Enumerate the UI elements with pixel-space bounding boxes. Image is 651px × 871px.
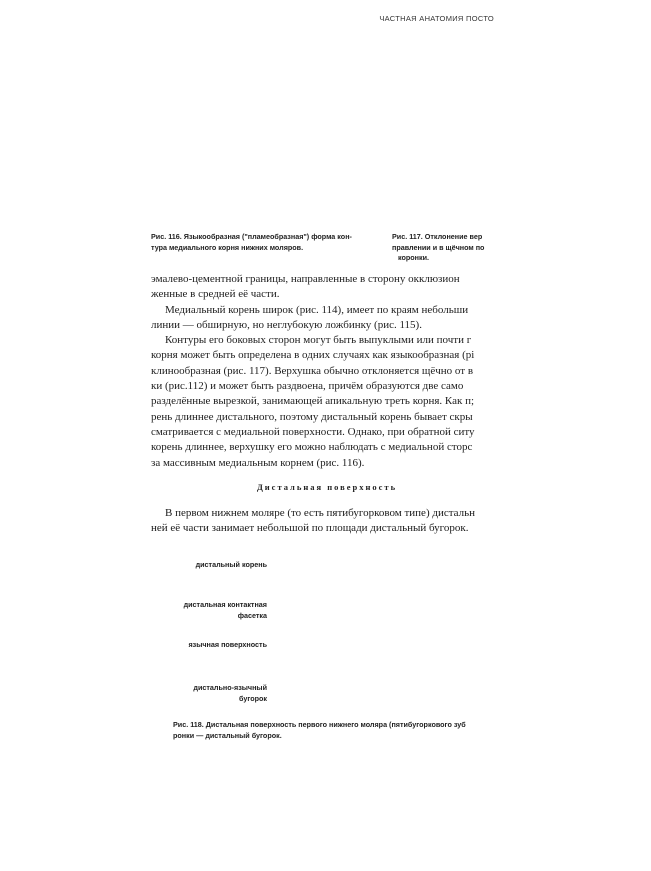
label-line: дистальная контактная xyxy=(183,600,267,609)
caption-line: Рис. 117. Отклонение вер xyxy=(392,232,483,241)
label-line: язычная поверхность xyxy=(188,640,267,649)
caption-line: тура медиального корня нижних моляров. xyxy=(151,242,304,252)
text-line: эмалево-цементной границы, направленные в сторону окклюзион xyxy=(151,273,460,285)
text-line: ки (рис.112) и может быть раздвоена, причём образуются две само xyxy=(151,380,464,393)
label-line: дистальный корень xyxy=(195,560,267,569)
figure-label-contact-facet xyxy=(147,600,267,621)
text-line: разделённые вырезкой, занимающей апикальную треть корня. Как п; xyxy=(151,395,475,408)
text-line: В первом нижнем моляре (то есть пятибугорковом типе) дистальн xyxy=(165,507,476,519)
caption-line: правлении и в щёчном по xyxy=(392,242,485,252)
text-line: женные в средней её части. xyxy=(151,288,280,301)
text-line: ней её части занимает небольшой по площади дистальный бугорок. xyxy=(151,522,469,535)
figure-117-caption xyxy=(392,232,510,264)
figure-label-lingual-surface xyxy=(147,640,267,651)
text-line: Медиальный корень широк (рис. 114), имеет по краям небольши xyxy=(165,303,469,316)
text-line: корень длиннее, верхушку его можно наблюдать с медиальной сторс xyxy=(151,441,473,454)
text-line: за массивным медиальным корнем (рис. 116). xyxy=(151,456,365,469)
text-line: клинообразная (рис. 117). Верхушка обычно отклоняется щёчно от в xyxy=(151,364,474,377)
figure-label-distal-root xyxy=(147,560,267,571)
body-paragraphs xyxy=(151,272,503,471)
figure-118-caption xyxy=(173,720,509,741)
caption-line: Рис. 118. Дистальная поверхность первого нижнего моляра (пятибугоркового зуб xyxy=(173,720,466,729)
text-line: корня может быть определена в одних случаях как языкообразная (рі xyxy=(151,349,475,362)
figure-label-distolingual-cusp xyxy=(147,683,267,704)
caption-line: ронки — дистальный бугорок. xyxy=(173,730,282,740)
label-line: дистально-язычный xyxy=(193,683,267,692)
text-line: сматривается с медиальной поверхности. Однако, при обратной ситу xyxy=(151,425,475,438)
text-line: рень длиннее дистального, поэтому дистальный корень бывает скры xyxy=(151,410,473,423)
text-line: Контуры его боковых сторон могут быть выпуклыми или почти г xyxy=(165,334,472,347)
caption-line: коронки. xyxy=(398,253,430,262)
text-line: линии — обширную, но неглубокую ложбинку (рис. 115). xyxy=(151,318,422,331)
figure-116-caption xyxy=(151,232,383,253)
label-line: фасетка xyxy=(237,610,267,620)
running-header: ЧАСТНАЯ АНАТОМИЯ ПОСТО xyxy=(379,14,494,23)
section-heading: Дистальная поверхность xyxy=(256,482,398,492)
distal-surface-paragraph xyxy=(151,506,503,537)
caption-line: Рис. 116. Языкообразная ("пламеобразная") форма кон- xyxy=(151,232,352,241)
label-line: бугорок xyxy=(238,693,267,703)
